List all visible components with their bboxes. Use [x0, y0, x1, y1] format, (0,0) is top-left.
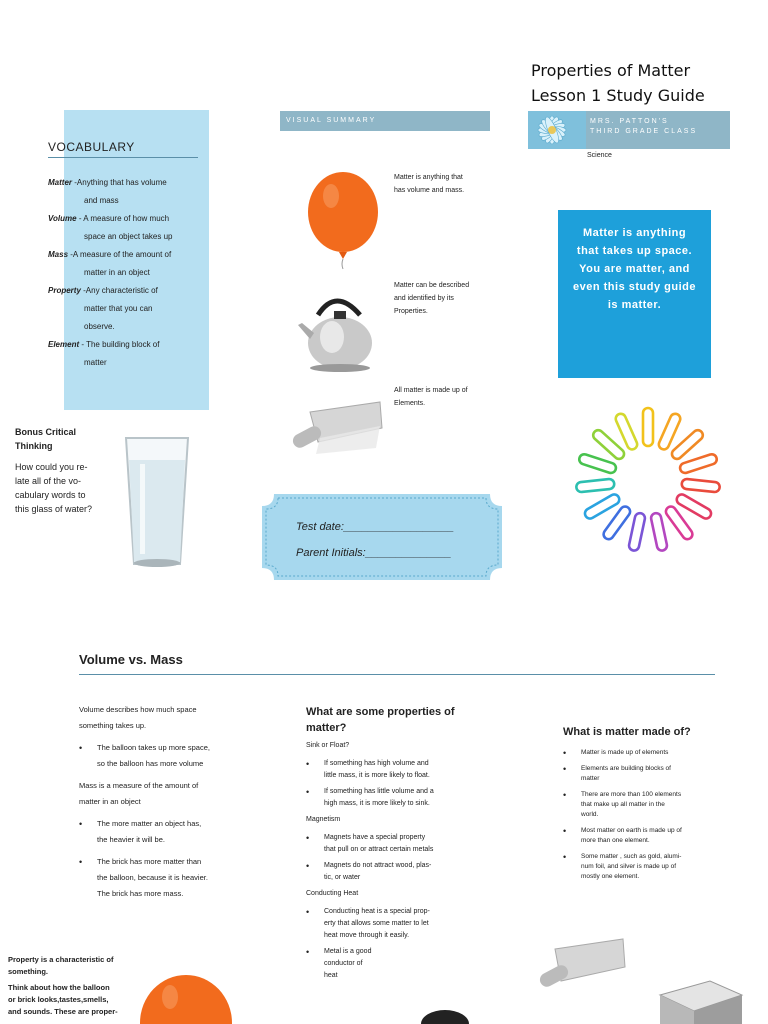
list-item: • There are more than 100 elements that make up all matter in the world. [563, 790, 723, 820]
section-divider [79, 674, 715, 675]
class-name: MRS. PATTON'S THIRD GRADE CLASS [590, 118, 698, 135]
list-item: • Elements are building blocks of matter [563, 764, 723, 784]
vocab-item: Matter -Anything that has volume [48, 178, 167, 187]
vocab-item: Volume - A measure of how much [48, 214, 170, 223]
list-item: • Some matter , such as gold, alumi- num foil, and silver is made up of mostly one element. [563, 852, 723, 882]
vocabulary-list: Matter -Anything that has volume and mass Volume - A measure of how much space an object takes up Mass -A measure of the amount of matter in an object Property -Any characteristic of matter that you can observe. Element - The building block of matter [48, 174, 208, 372]
vocab-item: Property -Any characteristic of [48, 286, 158, 295]
list-item: • Most matter on earth is made up of more than one element. [563, 826, 723, 846]
list-item: • Magnets do not attract wood, plas- tic, or water [306, 860, 476, 884]
properties-column: Sink or Float? • If something has high volume and little mass, it is more likely to float. • If something has little volume and a high mass, it is more likely to sink. Magnetism • Magnets have a special property that pull on or attract certain metals • Magnets do not attract wood, plas- tic, or water Conducting Heat • Conducting heat is a special prop- erty that allows some matter to let heat move through it easily. • Metal is a good conductor of heat [306, 740, 476, 986]
test-date-field: Test date:__________________ [296, 521, 455, 533]
list-item: • Conducting heat is a special prop- erty that allows some matter to let heat move through it easily. [306, 906, 476, 942]
properties-heading: What are some properties of matter? [306, 706, 455, 734]
glass-of-water-image [122, 434, 192, 570]
list-item: • Magnets have a special property that pull on or attract certain metals [306, 832, 476, 856]
balloon-image [140, 975, 232, 1024]
bonus-heading: Bonus Critical Thinking [15, 427, 77, 451]
summary-text: All matter is made up of Elements. [394, 387, 468, 407]
list-item: • The brick has more matter than the balloon, because it is heavier. The brick has more mass. [79, 854, 239, 902]
parent-initials-field: Parent Initials:______________ [296, 547, 452, 559]
vocab-item: Mass -A measure of the amount of [48, 250, 172, 259]
list-item: • Matter is made up of elements [563, 748, 723, 758]
summary-text: Matter can be described and identified by its Properties. [394, 282, 470, 315]
class-banner [528, 111, 730, 149]
foil-image [290, 398, 384, 456]
summary-text: Matter is anything that has volume and mass. [394, 174, 465, 194]
subject-label: Science [587, 152, 612, 159]
made-of-heading: What is matter made of? [563, 726, 691, 738]
visual-summary-bar: VISUAL SUMMARY [280, 111, 490, 131]
vocab-item: Element - The building block of [48, 340, 160, 349]
list-item: • If something has little volume and a high mass, it is more likely to sink. [306, 786, 476, 810]
volume-mass-heading: Volume vs. Mass [79, 652, 183, 667]
page-title: Properties of Matter Lesson 1 Study Guide [531, 61, 705, 105]
silver-bar-image [650, 975, 750, 1024]
balloon-image [305, 172, 381, 270]
vocabulary-panel [48, 110, 209, 410]
bonus-question: How could you re- late all of the vo- cabulary words to this glass of water? [15, 462, 93, 514]
flower-image [528, 111, 586, 149]
callout-box: Matter is anything that takes up space. You are matter, and even this study guide is matter. [558, 210, 711, 378]
test-ticket [262, 494, 502, 580]
list-item: • Metal is a good conductor of heat [306, 946, 476, 982]
foil-image [537, 935, 627, 995]
volume-mass-column: Volume describes how much space something takes up. • The balloon takes up more space, so the balloon has more volume Mass is a measure of the amount of matter in an object • The more matter an object has, the heavier it will be. • The brick has more matter than the balloon, because it is heavier. The brick has more mass. [79, 702, 239, 908]
kettle-image [296, 285, 384, 373]
list-item: • The more matter an object has, the heavier it will be. [79, 816, 239, 848]
made-of-column [563, 748, 723, 888]
vocabulary-heading: VOCABULARY [48, 140, 198, 158]
property-note: Property is a characteristic of something. Think about how the balloon or brick looks,tastes,smells, and sounds. These are proper- [8, 955, 118, 1016]
list-item: • The balloon takes up more space, so the balloon has more volume [79, 740, 239, 772]
paperclips-image [573, 405, 723, 555]
list-item: • If something has high volume and little mass, it is more likely to float. [306, 758, 476, 782]
magnet-image [420, 1008, 470, 1024]
